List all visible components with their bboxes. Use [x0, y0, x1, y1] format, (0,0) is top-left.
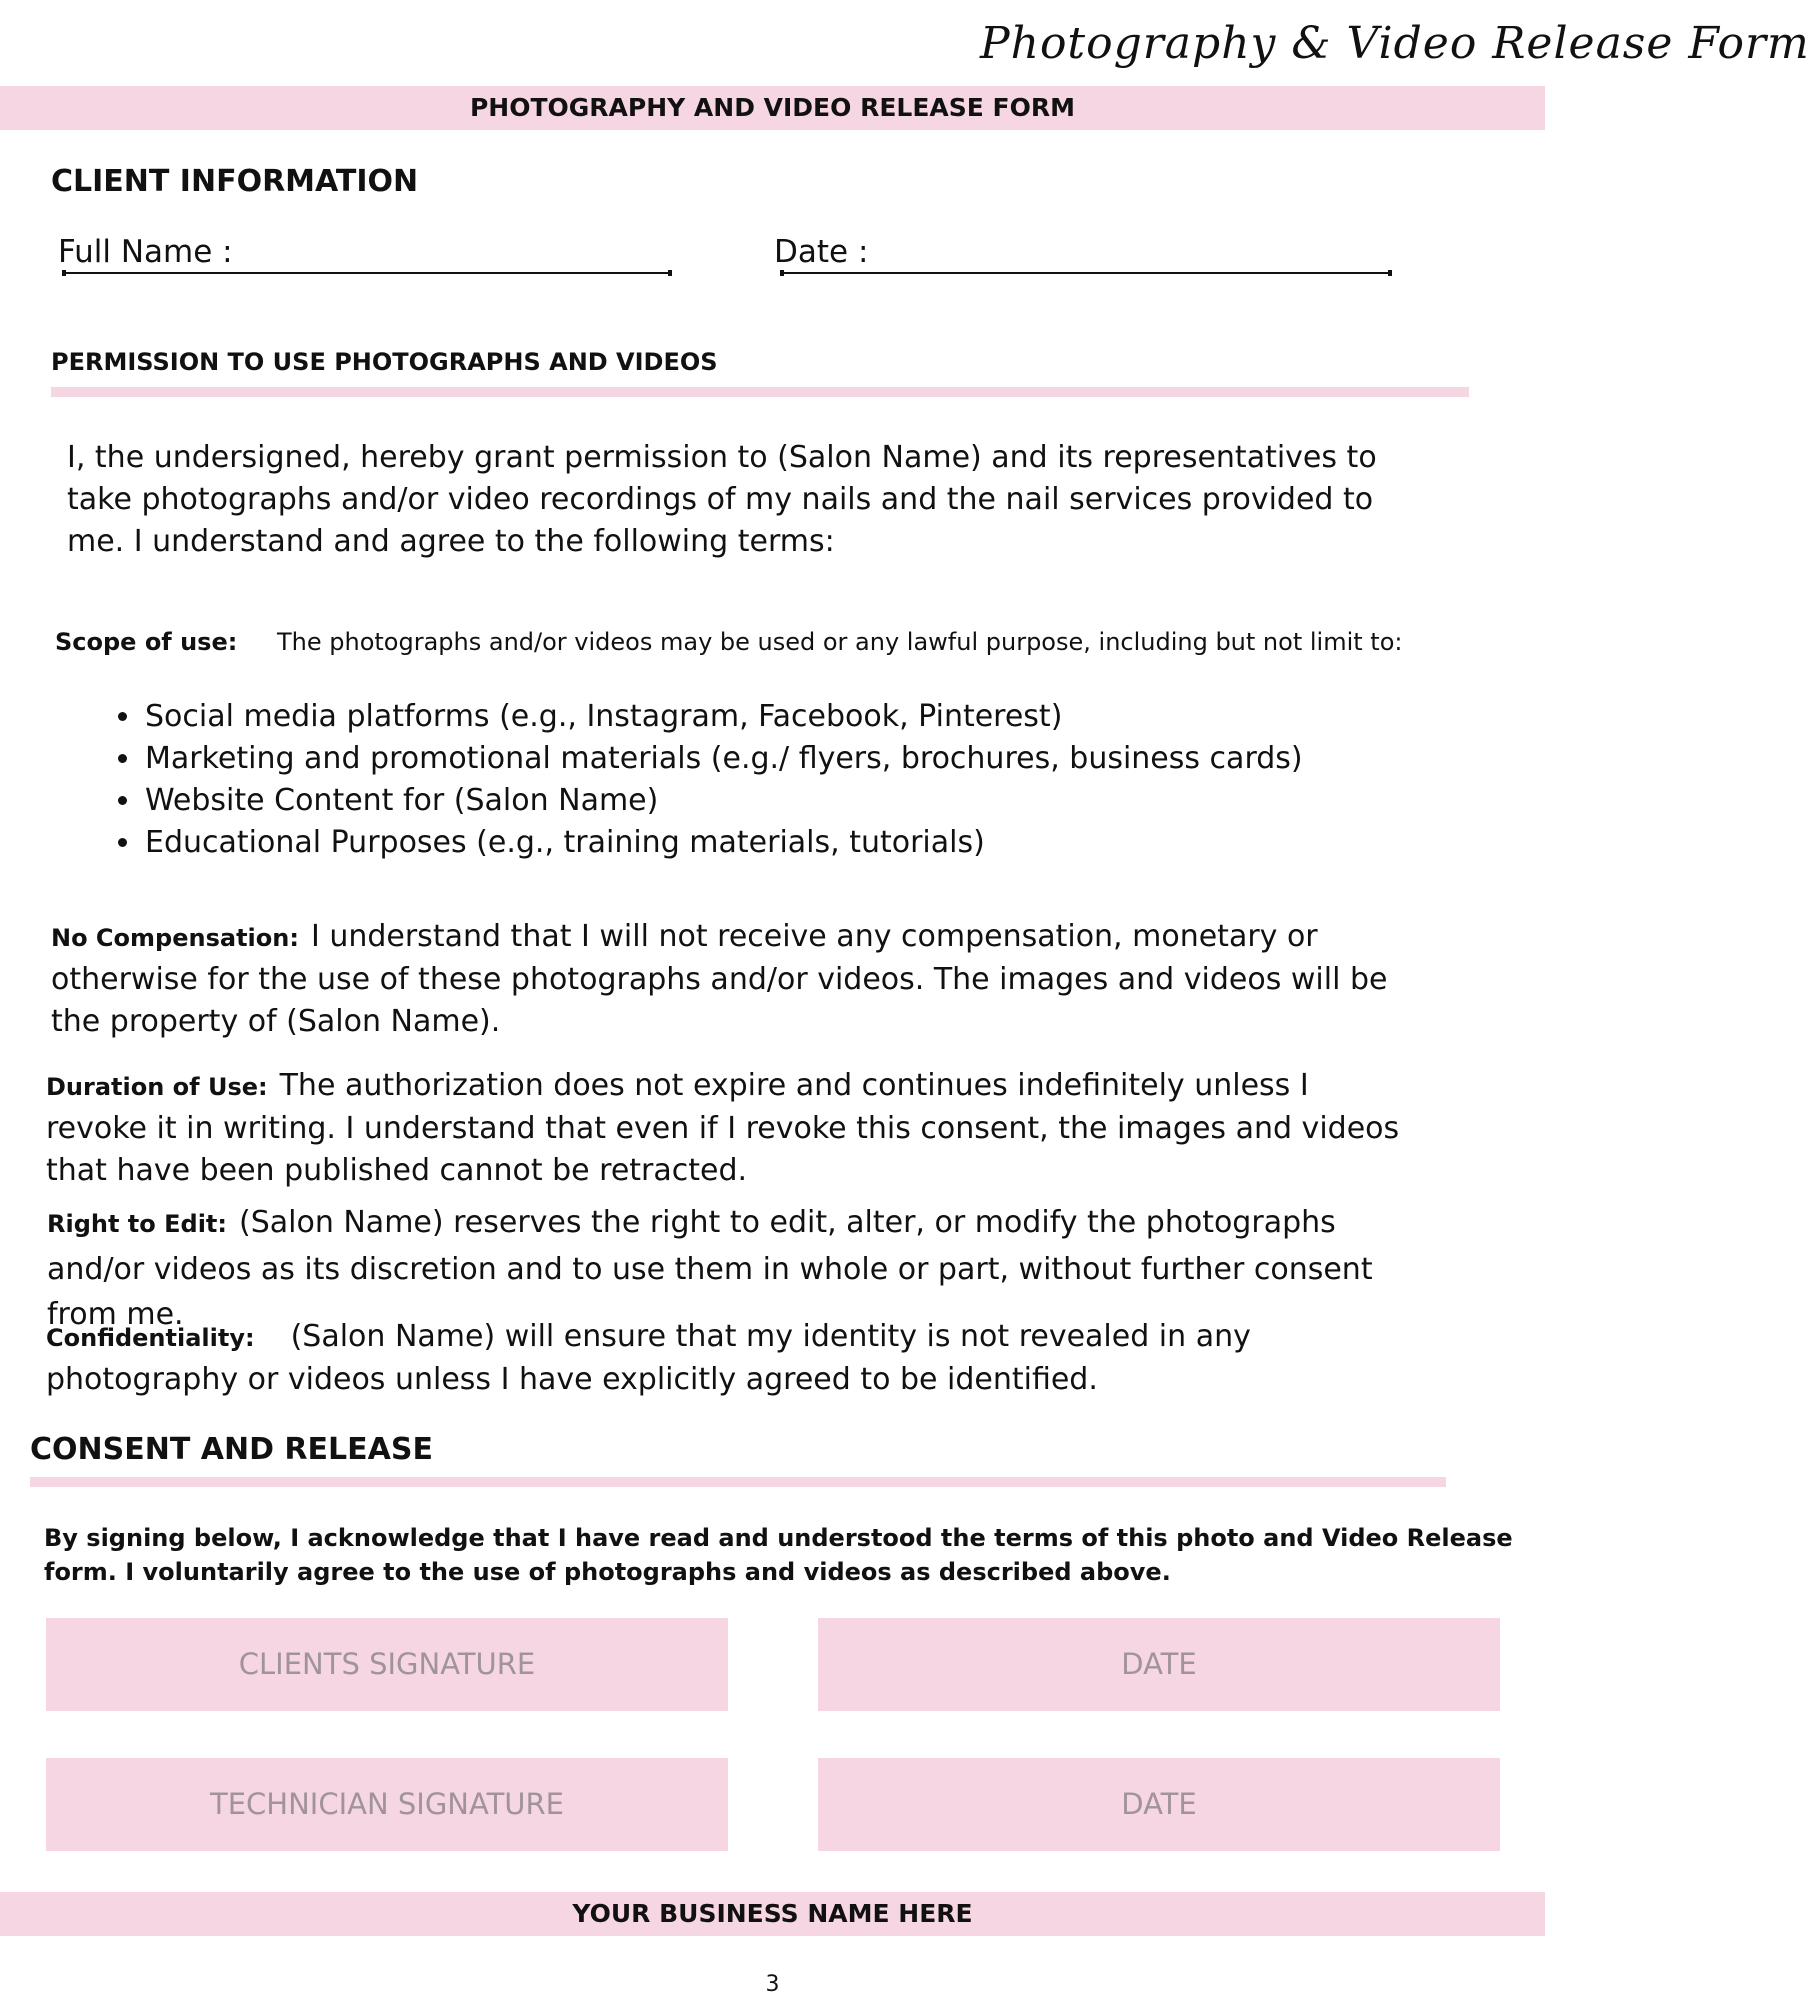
scope-list	[103, 696, 1443, 864]
no-compensation-term	[51, 916, 1391, 1043]
full-name-field[interactable]	[62, 272, 672, 274]
permission-divider	[51, 387, 1469, 397]
client-signature-box[interactable]: CLIENTS SIGNATURE	[46, 1618, 728, 1711]
consent-acknowledgement: By signing below, I acknowledge that I have read and understood the terms of this photo and Video Release form. I voluntarily agree to the use of photographs and videos as described above.	[44, 1524, 1513, 1586]
client-info-heading: CLIENT INFORMATION	[51, 164, 419, 199]
page-number: 3	[765, 1972, 780, 1997]
client-date-box[interactable]: DATE	[818, 1618, 1500, 1711]
list-item: • Educational Purposes (e.g., training materials, tutorials)	[143, 822, 1443, 864]
duration-term	[46, 1065, 1406, 1192]
right-to-edit-label: Right to Edit:	[47, 1210, 227, 1238]
right-to-edit-text: (Salon Name) reserves the right to edit, alter, or modify the photographs and/or videos as its discretion and to use them in whole or part, without further consent from me.	[47, 1205, 1373, 1332]
list-item: • Social media platforms (e.g., Instagram, Facebook, Pinterest)	[143, 696, 1443, 738]
permission-intro: I, the undersigned, hereby grant permission to (Salon Name) and its representatives to take photographs and/or video recordings of my nails and the nail services provided to me. I understand and agree to the following terms:	[67, 440, 1377, 559]
date-field[interactable]	[780, 272, 1392, 274]
no-compensation-label: No Compensation:	[51, 924, 299, 952]
technician-date-box[interactable]: DATE	[818, 1758, 1500, 1851]
no-compensation-text: I understand that I will not receive any compensation, monetary or otherwise for the use of these photographs and/or videos. The images and videos will be the property of (Salon Name).	[51, 919, 1388, 1039]
duration-text: The authorization does not expire and continues indefinitely unless I revoke it in writing. I understand that even if I revoke this consent, the images and videos that have been published cannot be retracted.	[46, 1068, 1400, 1188]
business-name: YOUR BUSINESS NAME HERE	[572, 1899, 973, 1928]
full-name-label: Full Name :	[58, 234, 233, 270]
confidentiality-term	[46, 1316, 1426, 1401]
list-item: • Marketing and promotional materials (e.g./ flyers, brochures, business cards)	[143, 738, 1443, 780]
technician-signature-box[interactable]: TECHNICIAN SIGNATURE	[46, 1758, 728, 1851]
confidentiality-text: (Salon Name) will ensure that my identity is not revealed in any photography or videos unless I have explicitly agreed to be identified.	[46, 1319, 1251, 1397]
scope-text: The photographs and/or videos may be used or any lawful purpose, including but not limit to:	[277, 628, 1403, 656]
consent-divider	[30, 1477, 1446, 1487]
confidentiality-label: Confidentiality:	[46, 1324, 255, 1352]
list-item: • Website Content for (Salon Name)	[143, 780, 1443, 822]
scope-label: Scope of use:	[55, 628, 238, 656]
duration-label: Duration of Use:	[46, 1073, 268, 1101]
form-title: PHOTOGRAPHY AND VIDEO RELEASE FORM	[469, 93, 1076, 122]
permission-heading: PERMISSION TO USE PHOTOGRAPHS AND VIDEOS	[51, 348, 718, 376]
date-label: Date :	[774, 234, 869, 270]
script-title: Photography & Video Release Form	[980, 18, 1810, 69]
consent-heading: CONSENT AND RELEASE	[30, 1432, 433, 1467]
